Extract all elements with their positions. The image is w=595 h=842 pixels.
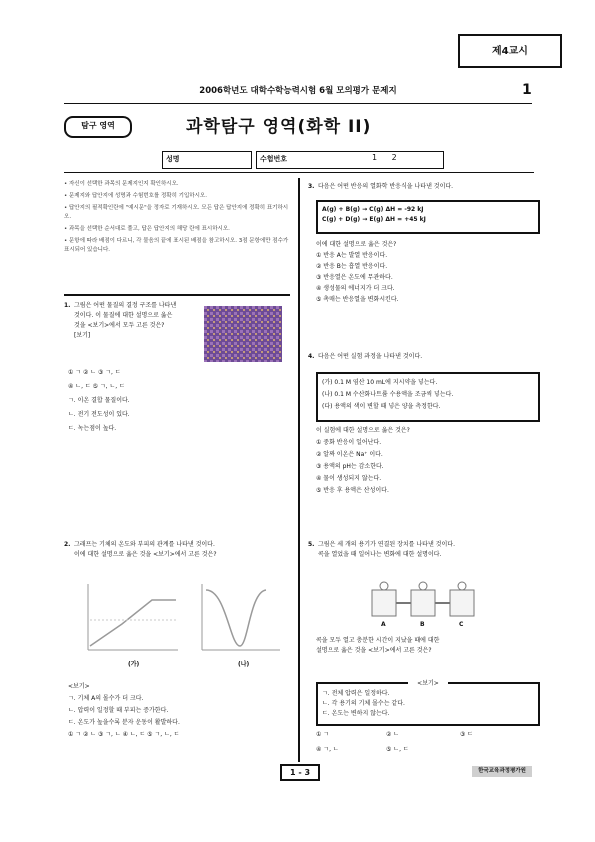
q2-stem xyxy=(74,540,290,560)
q2-choice[interactable]: ㄷ. 온도가 높을수록 분자 운동이 활발하다. xyxy=(68,719,180,726)
q1-stem-line: 그림은 어떤 물질의 결정 구조를 나타낸 xyxy=(74,302,177,309)
q1-choice[interactable]: ④ ㄴ, ㄷ ⑤ ㄱ, ㄴ, ㄷ xyxy=(68,383,125,390)
q5-bogi-item: ㄴ. 각 용기의 기체 몰수는 같다. xyxy=(322,700,405,707)
q3-choice[interactable]: ② 반응 B는 흡열 반응이다. xyxy=(316,263,388,270)
q4-procedure-box xyxy=(316,372,540,422)
q3-equation: A(g) + B(g) → C(g) ΔH = -92 kJ xyxy=(322,206,424,213)
q1-number: 1. xyxy=(64,302,71,309)
q2-choice[interactable]: ㄱ. 기체 A의 몰수가 더 크다. xyxy=(68,695,144,702)
q3-stem-line: 다음은 어떤 반응의 열화학 반응식을 나타낸 것이다. xyxy=(318,183,454,190)
instruction-3: • 답안지의 필적확인란에 "예시문"을 정자로 기재하시오. 모든 답은 답안지에 정확히 표기하시오. xyxy=(64,205,289,220)
instruction-4: • 과목을 선택한 순서대로 풀고, 답은 답안지의 해당 란에 표시하시오. xyxy=(64,226,230,232)
q5-option-1[interactable]: ① ㄱ xyxy=(316,731,330,738)
instructions xyxy=(64,180,290,255)
q5-bogi-title: <보기> xyxy=(408,679,448,689)
q4-procedure-step: (나) 0.1 M 수산화나트륨 수용액을 조금씩 넣는다. xyxy=(322,391,454,398)
q4-stem xyxy=(318,352,532,362)
publisher-badge: 한국교육과정평가원 xyxy=(472,766,532,777)
q3-choice[interactable]: ③ 반응열은 온도에 무관하다. xyxy=(316,274,393,281)
q1-stem xyxy=(74,301,198,341)
q5-apparatus xyxy=(368,580,478,620)
q4-number: 4. xyxy=(308,353,315,360)
crystal-photo xyxy=(204,306,282,362)
q1-stem-line: 것이다. 이 물질에 대한 설명으로 옳은 xyxy=(74,312,173,319)
q2-choice[interactable]: ㄴ. 압력이 일정할 때 부피는 증가한다. xyxy=(68,707,169,714)
apparatus-label-a: A xyxy=(381,621,386,628)
q5-option-4[interactable]: ④ ㄱ, ㄴ xyxy=(316,746,339,753)
q5-after-line: 콕을 모두 열고 충분한 시간이 지났을 때에 대한 xyxy=(316,637,440,644)
q5-stem-line: 콕을 열었을 때 일어나는 변화에 대한 설명이다. xyxy=(318,551,442,558)
q3-number: 3. xyxy=(308,183,315,190)
instruction-2: • 문제지와 답안지에 성명과 수험번호를 정확히 기입하시오. xyxy=(64,193,207,199)
q4-choice[interactable]: ① 중화 반응이 일어난다. xyxy=(316,439,382,446)
instruction-5: • 문항에 따라 배점이 다르니, 각 물음의 끝에 표시된 배점을 참고하시오. 3점 문항에만 점수가 표시되어 있습니다. xyxy=(64,238,289,253)
q5-bogi-item: ㄱ. 전체 압력은 일정하다. xyxy=(322,690,390,697)
q2-number: 2. xyxy=(64,541,71,548)
q5-stem xyxy=(318,540,532,560)
q2-choices xyxy=(68,682,290,740)
q3-stem xyxy=(318,182,532,192)
q3-choice: 이에 대한 설명으로 옳은 것은? xyxy=(316,241,397,248)
q4-stem-line: 다음은 어떤 실험 과정을 나타낸 것이다. xyxy=(318,353,423,360)
q3-choices xyxy=(316,240,532,305)
page-number: 1 xyxy=(522,82,532,98)
q2-choice: <보기> xyxy=(68,683,90,690)
q4-procedure-step: (가) 0.1 M 염산 10 mL에 지시약을 넣는다. xyxy=(322,379,438,386)
apparatus-label-c: C xyxy=(459,621,464,628)
q5-number: 5. xyxy=(308,541,315,548)
instruction-1: • 자신이 선택한 과목의 문제지인지 확인하시오. xyxy=(64,181,179,187)
q4-choices xyxy=(316,426,532,496)
q4-choice[interactable]: ② 알짜 이온은 Na⁺ 이다. xyxy=(316,451,383,458)
q3-choice[interactable]: ④ 생성물의 에너지가 더 크다. xyxy=(316,285,395,292)
q1-choice[interactable]: ㄴ. 전기 전도성이 있다. xyxy=(68,411,130,418)
q5-option-2[interactable]: ② ㄴ xyxy=(386,731,400,738)
q1-choice[interactable]: ㄱ. 이온 결합 물질이다. xyxy=(68,397,130,404)
q2-choice[interactable]: ① ㄱ ② ㄴ ③ ㄱ, ㄴ ④ ㄴ, ㄷ ⑤ ㄱ, ㄴ, ㄷ xyxy=(68,731,180,738)
q1-choice[interactable]: ① ㄱ ② ㄴ ③ ㄱ, ㄷ xyxy=(68,369,121,376)
area-tag-label: 탐구 영역 xyxy=(81,121,115,130)
number-field-digits: 1 2 xyxy=(372,153,403,162)
header-rule xyxy=(64,103,532,104)
number-field-label: 수험번호 xyxy=(260,155,288,163)
q3-choice[interactable]: ⑤ 촉매는 반응열을 변화시킨다. xyxy=(316,296,399,303)
q1-choices xyxy=(68,368,288,434)
exam-title: 2006학년도 대학수학능력시험 6월 모의평가 문제지 xyxy=(199,86,397,96)
q3-choice[interactable]: ① 반응 A는 발열 반응이다. xyxy=(316,252,388,259)
field-rule xyxy=(64,172,534,173)
q5-option-5[interactable]: ⑤ ㄴ, ㄷ xyxy=(386,746,409,753)
q1-stem-line: 것을 <보기>에서 모두 고른 것은? xyxy=(74,322,165,329)
q4-choice[interactable]: ⑤ 반응 후 용액은 산성이다. xyxy=(316,487,389,494)
q3-equation: C(g) + D(g) → E(g) ΔH = +45 kJ xyxy=(322,216,426,223)
q2-graph-label-b: (나) xyxy=(238,661,250,668)
q4-choice: 이 실험에 대한 설명으로 옳은 것은? xyxy=(316,427,410,434)
q2-graph-label-a: (가) xyxy=(128,661,140,668)
q4-choice[interactable]: ③ 용액의 pH는 감소한다. xyxy=(316,463,384,470)
q4-procedure-step: (다) 용액의 색이 변할 때 넣은 양을 측정한다. xyxy=(322,403,441,410)
q5-after-line: 설명으로 옳은 것을 <보기>에서 고른 것은? xyxy=(316,647,432,654)
q5-after xyxy=(316,636,532,656)
name-field-label: 성명 xyxy=(166,155,180,163)
column-divider xyxy=(298,178,300,762)
period-label: 제4교시 xyxy=(492,46,528,57)
page-marker: 1 - 3 xyxy=(280,764,320,781)
q4-choice[interactable]: ④ 물이 생성되지 않는다. xyxy=(316,475,382,482)
notes-rule xyxy=(64,294,290,296)
q5-stem-line: 그림은 세 개의 용기가 연결된 장치를 나타낸 것이다. xyxy=(318,541,455,548)
q1-stem-line: [보기] xyxy=(74,332,91,339)
q5-bogi-item: ㄷ. 온도는 변하지 않는다. xyxy=(322,710,390,717)
q2-graph-a xyxy=(82,580,182,656)
q2-stem-line: 이에 대한 설명으로 옳은 것을 <보기>에서 고른 것은? xyxy=(74,551,217,558)
q3-equation-box xyxy=(316,200,540,234)
q5-bogi-box xyxy=(316,682,540,726)
q2-stem-line: 그래프는 기체의 온도와 부피의 관계를 나타낸 것이다. xyxy=(74,541,215,548)
q1-choice[interactable]: ㄷ. 녹는점이 높다. xyxy=(68,425,117,432)
q5-option-3[interactable]: ③ ㄷ xyxy=(460,731,474,738)
apparatus-label-b: B xyxy=(420,621,425,628)
subject-title: 과학탐구 영역(화학 II) xyxy=(186,117,372,137)
q2-graph-b xyxy=(196,580,284,656)
